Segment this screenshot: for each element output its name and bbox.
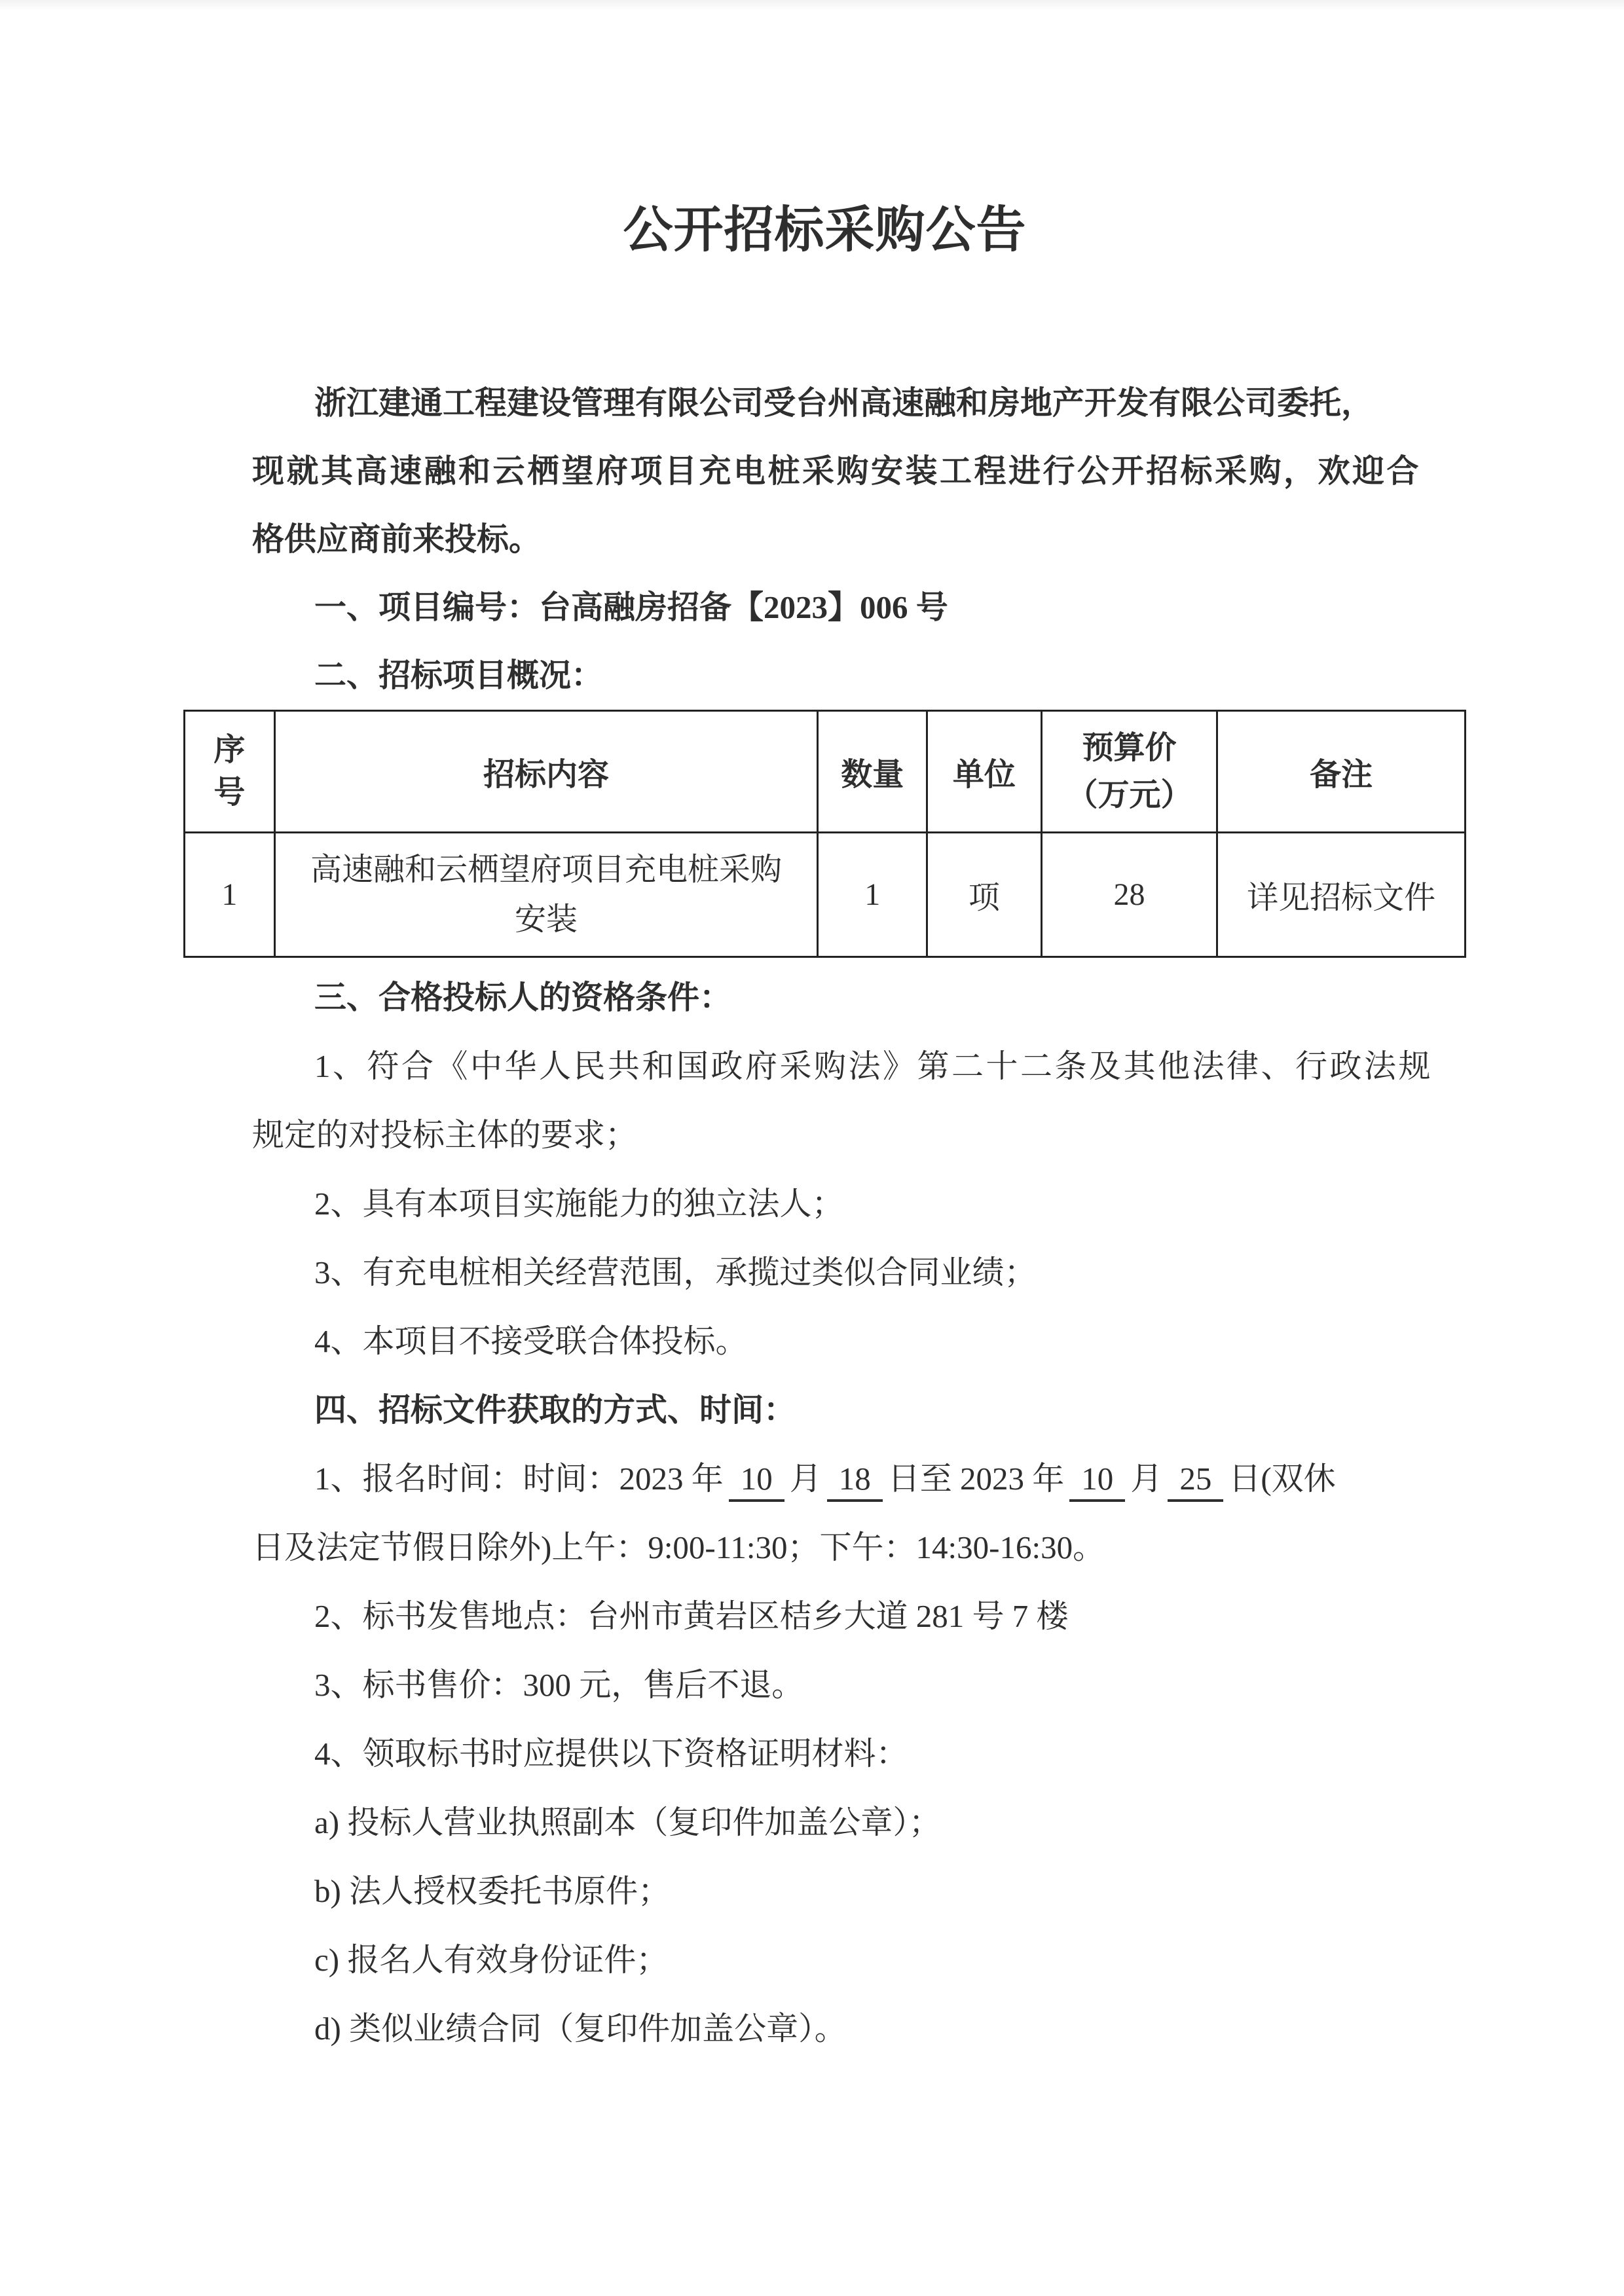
section-heading-project-number: 一、项目编号：台高融房招备【2023】006 号 bbox=[314, 589, 948, 625]
row-cell-remark bbox=[1217, 833, 1466, 957]
header-cell-remark bbox=[1217, 711, 1466, 833]
header-seq-label: 序号 bbox=[213, 732, 246, 810]
date-segment-suffix: 日(双休 bbox=[1228, 1461, 1336, 1497]
section-heading-acquisition: 四、招标文件获取的方式、时间： bbox=[314, 1392, 796, 1428]
row-content-line-1: 高速融和云栖望府项目充电桩采购 bbox=[310, 852, 783, 887]
qualification-item-4: 4、本项目不接受联合体投标。 bbox=[314, 1323, 748, 1359]
header-cell-qty bbox=[818, 711, 927, 833]
row-cell-unit bbox=[927, 833, 1042, 957]
row-seq-value: 1 bbox=[221, 877, 238, 912]
row-remark-value: 详见招标文件 bbox=[1247, 881, 1436, 915]
acquisition-item-3: 3、标书售价：300 元，售后不退。 bbox=[314, 1667, 804, 1703]
header-cell-budget bbox=[1041, 711, 1217, 833]
row-budget-value: 28 bbox=[1113, 877, 1145, 912]
table-header-row bbox=[185, 711, 1466, 833]
intro-line-2: 现就其高速融和云栖望府项目充电桩采购安装工程进行公开招标采购，欢迎合 bbox=[252, 453, 1422, 489]
date-segment-month-char-2: 月 bbox=[1130, 1461, 1163, 1497]
project-overview-table bbox=[183, 710, 1466, 958]
qualification-item-2: 2、具有本项目实施能力的独立法人； bbox=[314, 1186, 844, 1222]
page-title: 公开招标采购公告 bbox=[623, 203, 1027, 258]
row-cell-content bbox=[274, 833, 818, 957]
date-blank-start-day: 18 bbox=[827, 1461, 883, 1502]
row-qty-value: 1 bbox=[864, 877, 881, 912]
row-cell-qty bbox=[818, 833, 927, 957]
section-heading-qualifications: 三、合格投标人的资格条件： bbox=[314, 979, 732, 1015]
title-gap bbox=[183, 267, 1466, 369]
date-blank-start-month: 10 bbox=[729, 1461, 784, 1502]
header-budget-label-line-2: （万元） bbox=[1066, 777, 1192, 812]
date-segment-month-char-1: 月 bbox=[789, 1461, 822, 1497]
acquisition-item-1-line-2: 日及法定节假日除外)上午：9:00-11:30；下午：14:30-16:30。 bbox=[252, 1529, 1105, 1565]
section-heading-project-overview: 二、招标项目概况： bbox=[314, 657, 604, 693]
date-blank-end-month: 10 bbox=[1069, 1461, 1125, 1502]
table-row bbox=[185, 833, 1466, 957]
row-unit-value: 项 bbox=[968, 881, 1000, 915]
qualification-item-1-line-1: 1、符合《中华人民共和国政府采购法》第二十二条及其他法律、行政法规 bbox=[314, 1048, 1433, 1084]
acquisition-item-1-line-1 bbox=[183, 1444, 1466, 1513]
header-cell-content bbox=[274, 711, 818, 833]
acquisition-item-4-sub-a: a) 投标人营业执照副本（复印件加盖公章）； bbox=[314, 1804, 941, 1840]
row-cell-budget bbox=[1041, 833, 1217, 957]
acquisition-item-2: 2、标书发售地点：台州市黄岩区桔乡大道 281 号 7 楼 bbox=[314, 1598, 1069, 1634]
intro-line-3: 格供应商前来投标。 bbox=[252, 521, 542, 557]
header-budget-label-line-1: 预算价 bbox=[1082, 730, 1177, 765]
table-gap bbox=[183, 958, 1466, 963]
qualification-item-3: 3、有充电桩相关经营范围，承揽过类似合同业绩； bbox=[314, 1254, 1037, 1290]
acquisition-item-4: 4、领取标书时应提供以下资格证明材料： bbox=[314, 1736, 908, 1772]
header-unit-label: 单位 bbox=[952, 757, 1016, 792]
acquisition-item-4-sub-b: b) 法人授权委托书原件； bbox=[314, 1873, 671, 1909]
date-blank-end-day: 25 bbox=[1168, 1461, 1223, 1502]
header-cell-seq bbox=[185, 711, 275, 833]
header-remark-label: 备注 bbox=[1310, 757, 1373, 792]
acquisition-item-4-sub-c: c) 报名人有效身份证件； bbox=[314, 1942, 669, 1978]
header-cell-unit bbox=[927, 711, 1042, 833]
date-segment-middle: 日至 2023 年 bbox=[887, 1461, 1065, 1497]
header-content-label: 招标内容 bbox=[483, 757, 610, 792]
intro-line-1: 浙江建通工程建设管理有限公司受台州高速融和房地产开发有限公司委托， bbox=[314, 385, 1374, 421]
row-cell-seq bbox=[185, 833, 275, 957]
document-content bbox=[183, 0, 1466, 2063]
row-content-line-2: 安装 bbox=[515, 902, 578, 937]
header-qty-label: 数量 bbox=[841, 757, 904, 792]
qualification-item-1-line-2: 规定的对投标主体的要求； bbox=[252, 1117, 638, 1153]
date-segment-prefix: 1、报名时间：时间：2023 年 bbox=[314, 1461, 724, 1497]
acquisition-item-4-sub-d: d) 类似业绩合同（复印件加盖公章）。 bbox=[314, 2011, 847, 2047]
